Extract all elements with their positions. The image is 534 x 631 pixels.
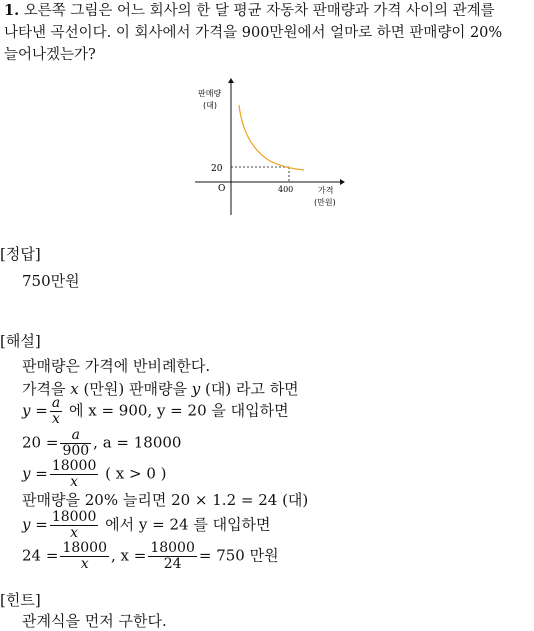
l4-rest: , a = 18000 xyxy=(93,433,182,452)
l8-mid: , x = xyxy=(110,546,147,565)
explanation-line-4 xyxy=(22,428,181,459)
l8-lhs: 24 = xyxy=(22,546,59,565)
answer-header: [정답] xyxy=(0,245,41,263)
denominator: x xyxy=(50,474,99,490)
question-line-1 xyxy=(4,0,495,22)
y-axis-label-2: (대) xyxy=(203,101,217,110)
numerator: a xyxy=(51,395,61,411)
denominator: x xyxy=(60,556,109,572)
l5-lhs: y = xyxy=(22,464,48,483)
l3-rest: 에 x = 900, y = 20 을 대입하면 xyxy=(68,401,289,420)
l4-lhs: 20 = xyxy=(22,433,59,452)
explanation-header: [해설] xyxy=(0,332,41,350)
hint-text: 관계식을 먼저 구한다. xyxy=(22,612,167,630)
fraction-18000-over-24 xyxy=(148,541,197,572)
origin-label: O xyxy=(218,184,226,194)
explanation-line-8 xyxy=(22,541,279,572)
l7-lhs: y = xyxy=(22,515,48,534)
curve xyxy=(239,105,304,170)
var-x: x xyxy=(70,380,79,398)
denominator: x xyxy=(50,525,99,541)
fraction-18000-over-x xyxy=(50,459,99,490)
fraction-a-over-x xyxy=(50,396,62,427)
explanation-line-1: 판매량은 가격에 반비례한다. xyxy=(22,357,211,375)
numerator: 18000 xyxy=(51,458,97,474)
y-axis-arrow xyxy=(228,78,234,83)
explanation-line-6: 판매량을 20% 늘리면 20 × 1.2 = 24 (대) xyxy=(22,491,309,509)
fraction-18000-over-x-2 xyxy=(50,510,99,541)
x-axis-arrow xyxy=(340,179,345,185)
y-tick-20: 20 xyxy=(211,164,223,174)
numerator: 18000 xyxy=(62,540,107,556)
hint-header: [힌트] xyxy=(0,591,41,609)
fraction-a-over-900 xyxy=(60,428,91,459)
x-tick-400: 400 xyxy=(278,185,294,194)
fraction-18000-over-x-3 xyxy=(60,541,109,572)
var-y: y xyxy=(191,380,201,398)
x-axis-label-1: 가격 xyxy=(318,186,334,195)
l8-rest: = 750 만원 xyxy=(198,546,279,565)
denominator: 24 xyxy=(148,556,197,572)
explanation-line-5 xyxy=(22,459,167,490)
question-line-3: 늘어나겠는가? xyxy=(4,47,96,63)
l2-text-b: (만원) 판매량을 xyxy=(83,380,187,398)
explanation-line-3 xyxy=(22,396,289,427)
answer-value: 750만원 xyxy=(22,272,80,290)
x-axis-label-2: (만원) xyxy=(314,198,336,207)
question-text-1: 오른쪽 그림은 어느 회사의 한 달 평균 자동차 판매량과 가격 사이의 관계를 xyxy=(23,3,495,19)
l2-text-a: 가격을 xyxy=(22,380,66,398)
numerator: 18000 xyxy=(51,509,97,525)
l5-rest: ( x > 0 ) xyxy=(105,464,167,483)
l2-text-c: (대) 라고 하면 xyxy=(204,380,299,398)
explanation-line-7 xyxy=(22,510,271,541)
question-line-2: 나타낸 곡선이다. 이 회사에서 가격을 900만원에서 얼마로 하면 판매량이 20% xyxy=(4,25,503,41)
y-axis-label-1: 판매량 xyxy=(198,89,222,98)
question-number: 1. xyxy=(4,2,20,19)
denominator: x xyxy=(50,411,62,427)
l7-rest: 에서 y = 24 를 대입하면 xyxy=(105,515,271,534)
denominator: 900 xyxy=(62,443,90,459)
inverse-proportion-graph xyxy=(190,75,350,225)
numerator: a xyxy=(71,427,80,443)
numerator: 18000 xyxy=(150,540,195,556)
l3-lhs: y = xyxy=(22,401,48,420)
